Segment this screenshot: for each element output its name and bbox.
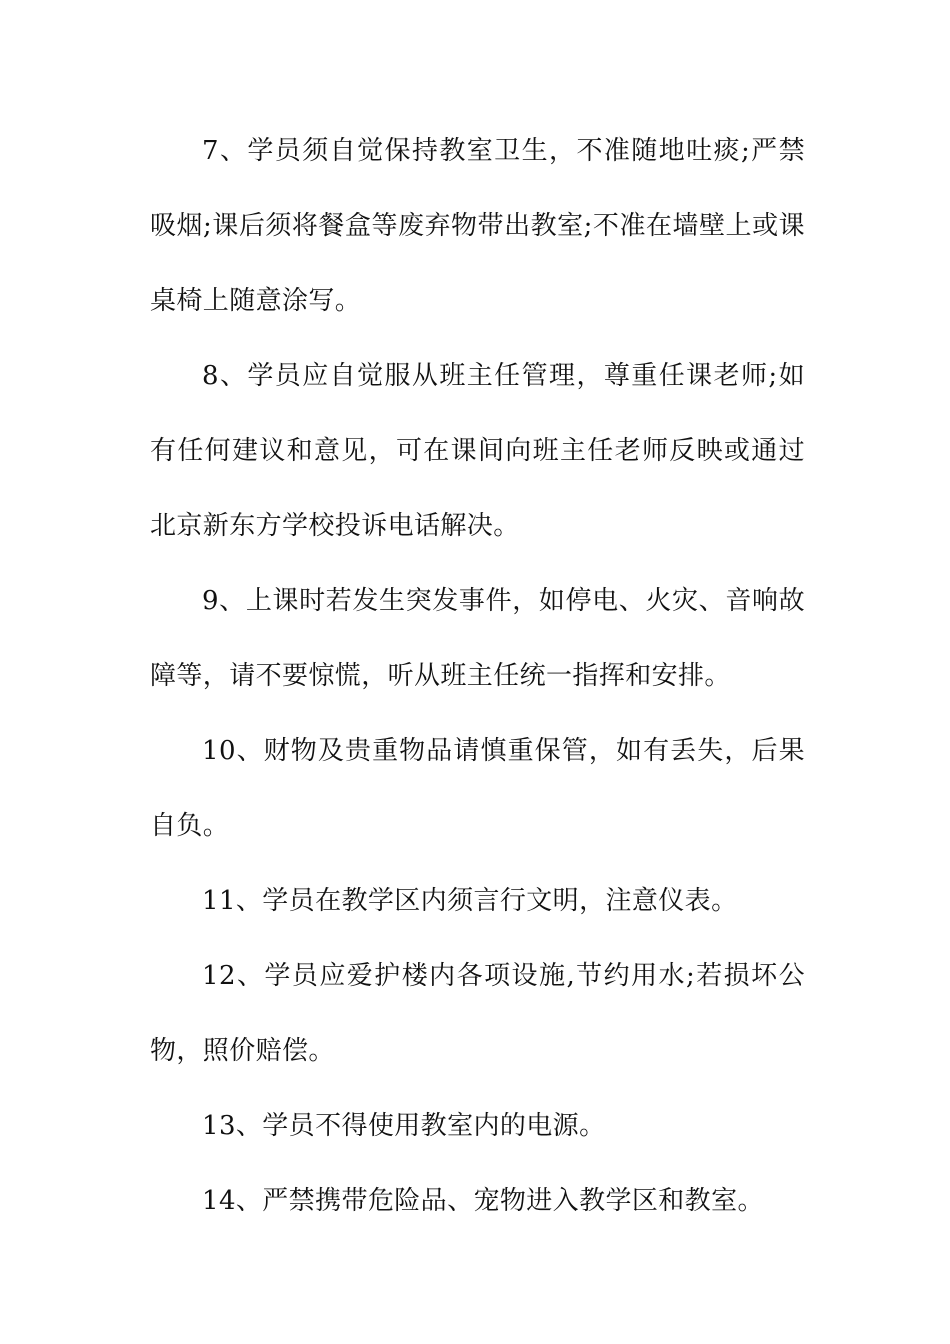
paragraph-rule-12: 12、学员应爱护楼内各项设施,节约用水;若损坏公物，照价赔偿。 bbox=[150, 961, 805, 1066]
paragraph-rule-11: 11、学员在教学区内须言行文明，注意仪表。 bbox=[202, 886, 738, 916]
paragraph-rule-7: 7、学员须自觉保持教室卫生，不准随地吐痰;严禁吸烟;课后须将餐盒等废弃物带出教室;不准在墙壁上或课桌椅上随意涂写。 bbox=[150, 136, 805, 316]
paragraph-rule-10: 10、财物及贵重物品请慎重保管，如有丢失，后果自负。 bbox=[150, 736, 805, 841]
paragraph-rule-9: 9、上课时若发生突发事件，如停电、火灾、音响故障等，请不要惊慌，听从班主任统一指挥和安排。 bbox=[150, 586, 805, 691]
paragraph-rule-14: 14、严禁携带危险品、宠物进入教学区和教室。 bbox=[202, 1186, 764, 1216]
paragraph-rule-8: 8、学员应自觉服从班主任管理，尊重任课老师;如有任何建议和意见，可在课间向班主任老师反映或通过北京新东方学校投诉电话解决。 bbox=[150, 361, 805, 541]
paragraph-rule-13: 13、学员不得使用教室内的电源。 bbox=[202, 1111, 606, 1141]
